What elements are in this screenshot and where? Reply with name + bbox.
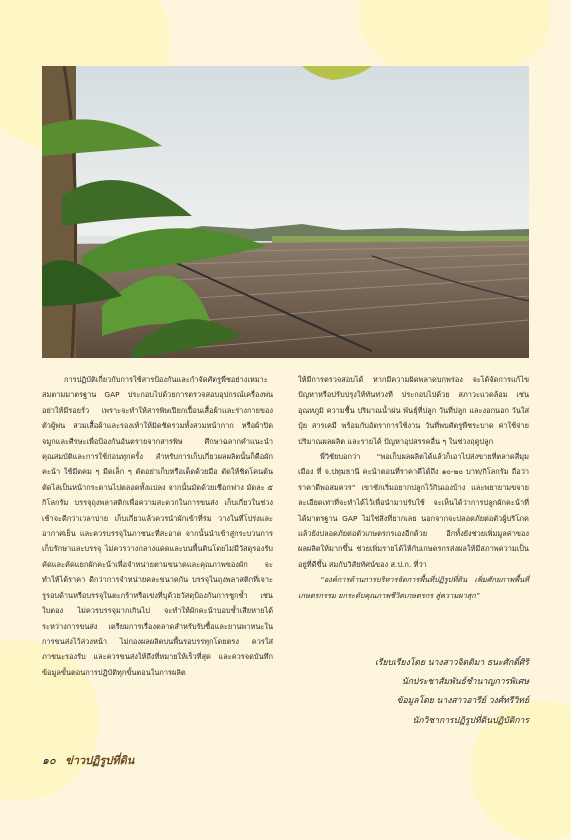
credit-line: ข้อมูลโดย นางสาวอารีย์ วงศ์ทรีวิทย์ [396, 696, 529, 707]
credit-line: นักวิชาการปฏิรูปที่ดินปฏิบัติการ [412, 715, 529, 726]
vision-quote: “องค์การด้านการบริหารจัดการพื้นที่ปฏิรูปที่ดิน เพิ่มศักยภาพพื้นที่เกษตรกรรม ยกระดับคุณภาพชีวิตเกษตรกร สู่ความผาสุก” [298, 575, 529, 600]
page-number: ๑๐ [42, 754, 56, 767]
paragraph: พี่วิชัยบอกว่า “พอเก็บผลผลิตได้แล้วก็เอาไปส่งขายที่ตลาดสี่มุมเมือง ที่ จ.ปทุมธานี คะน้าตอนที่ราคาดีได้ถึง ๑๐-๒๐ บาท/กิโลกรัม ถือว่าราคาดีพอสมควร” เขาชักเริ่มอยากปลูกไว้กินเองบ้าง และพยายามขจายละเอียดเท่าที่จะทำได้ไว้เพื่อนำมาปรับใช้ จะเห็นได้ว่าการปลูกผักคะน้าที่ได้มาตรฐาน GAP ไม่ใช่สิ่งที่ยากเลย นอกจากจะปลอดภัยต่อตัวผู้บริโภคแล้วยังปลอดภัยต่อตัวเกษตรกรเองอีกด้วย อีกทั้งยังช่วยเพิ่มมูลค่าของผลผลิตให้มากขึ้น ช่วยเพิ่มรายได้ให้กับเกษตรกรส่งผลให้มีสภาพความเป็นอยู่ที่ดีขึ้น สมกับวิสัยทัศน์ของ ส.ป.ก. ที่ว่า [298, 452, 529, 569]
credit-line: นักประชาสัมพันธ์ชำนาญการพิเศษ [401, 677, 529, 688]
credit-line: เรียบเรียงโดย นางสาวจิตติมา ธนะศักดิ์ศิริ [374, 658, 529, 668]
article-right-column [298, 372, 529, 603]
page-footer [42, 751, 134, 769]
paragraph: การปฏิบัติเกี่ยวกับการใช้สารป้องกันและกำจัดศัตรูพืชอย่างเหมาะสมตามมาตรฐาน GAP ประกอบไปด้วยการตรวจสอบอุปกรณ์เครื่องพ่นอย่าให้มีรอยรั่ว เพราะจะทำให้สารพิษเปียกเปื้อนเสื้อผ้าและร่างกายของตัวผู้พ่น สวมเสื้อผ้าและรองเท้าให้มิดชิดรวมทั้งสวมหน้ากาก หรือผ้าปิดจมูกและศีรษะเพื่อป้องกันอันตรายจากสารพิษ ศึกษาฉลากคำแนะนำ คุณสมบัติและการใช้ก่อนทุกครั้ง สำหรับการเก็บเกี่ยวผลผลิตนั้นก็คือผักคะน้า ใช้มีดคม ๆ มีดเล็ก ๆ ตัดอย่าเก็บหรือเด็ดด้วยมือ ตัดให้ชิดโคนต้น ตัดไล่เป็นหน้ากระดานไปตลอดทั้งแปลง จากนั้นมัดด้วยเชือกฟาง มัดละ ๕ กิโลกรัม บรรจุถุงพลาสติกเพื่อความสะดวกในการขนส่ง เก็บเกี่ยวในช่วงเช้าจะดีกว่าเวลาบ่าย เก็บเกี่ยวแล้วควรนำผักเข้าที่ร่ม วางในที่โปร่งและอากาศเย็น และควรบรรจุในภาชนะที่สะอาด จากนั้นนำเข้าสู่กระบวนการเก็บรักษาและบรรจุ ไม่ควรวางกลางแดดและบนพื้นดินโดยไม่มีวัสดุรองรับ คัดและคัดแยกผักคะน้าเพื่อจำหน่ายตามขนาดและคุณภาพของผัก จะทำให้ได้ราคา ดีกว่าการจำหน่ายคละขนาดกัน บรรจุในถุงพลาสติกที่เจาะรูรอบด้านหรือบรรจุในตะกร้าหรือเข่งที่บุด้วยวัสดุป้องกันการชูกช้ำ เช่น ใบตอง ไม่ควรบรรจุมากเกินไป จะทำให้ผักคะน้าบอบช้ำเสียหายได้ระหว่างการขนส่ง เตรียมการเรื่องตลาดสำหรับรับซื้อและยานพาหนะในการขนส่งไว้ล่วงหน้า ไม่กองผลผลิตบนพื้นรอบรรทุกโดยตรง ควรใส่ภาชนะรองรับ และควรขนส่งให้ถึงที่หมายให้เร็วที่สุด และควรจดบันทึกข้อมูลขั้นตอนการปฏิบัติทุกขั้นตอนในการผลิต [42, 375, 273, 677]
article-credits [298, 654, 529, 731]
article-photo [42, 66, 529, 358]
magazine-name: ข่าวปฏิรูปที่ดิน [65, 754, 135, 767]
article-left-column [42, 372, 273, 680]
paragraph: ให้มีการตรวจสอบได้ หากมีความผิดพลาดบกพร่อง จะได้จัดการแก้ไขปัญหาหรือปรับปรุงให้ทันท่วงที ประกอบไปด้วย สภาวะแวดล้อม เช่น อุณหภูมิ ความชื้น ปริมาณน้ำฝน พันธุ์ที่ปลูก วันที่ปลูก และงอกนอก วันใส่ปุ๋ย สารเคมี พร้อมกับอัตราการใช้งาน วันที่พบศัตรูพืชระบาด ค่าใช้จ่าย ปริมาณผลผลิต และรายได้ ปัญหาอุปสรรคอื่น ๆ ในช่วงฤดูปลูก [298, 375, 529, 446]
farm-field-photo-icon [42, 66, 529, 358]
